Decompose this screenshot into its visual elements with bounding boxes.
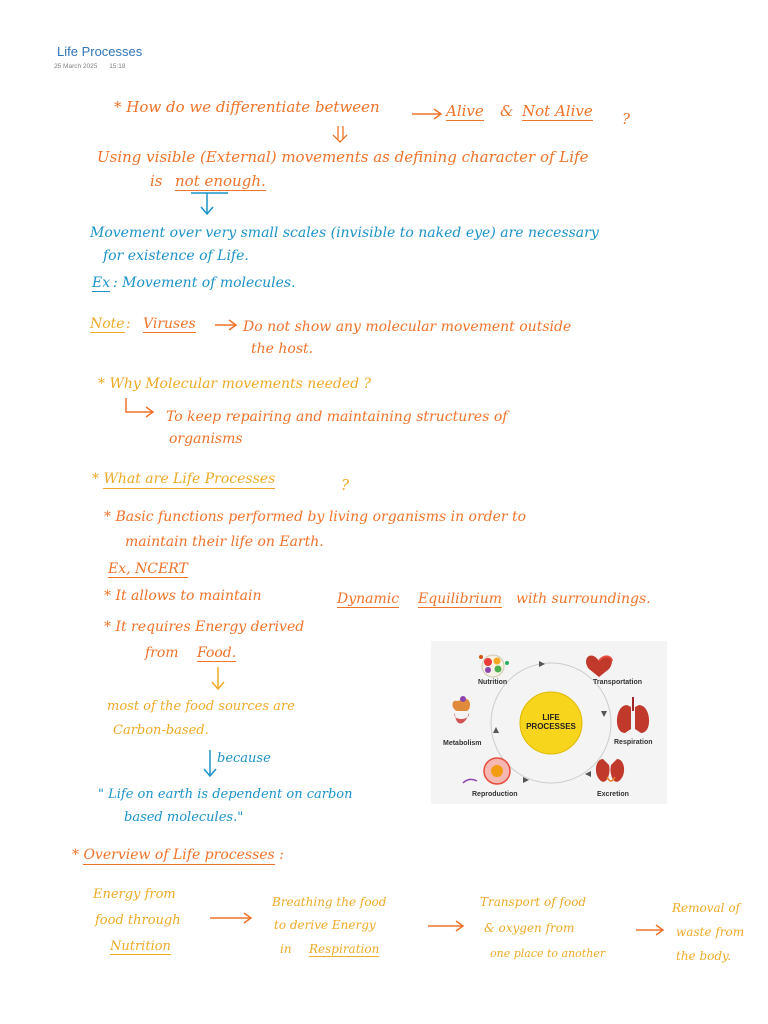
question-alive-not-alive: [114, 100, 380, 115]
label-reproduction: Reproduction: [472, 791, 518, 798]
question-molecular-movements: [98, 377, 371, 391]
step3-line1: Transport of food: [480, 895, 587, 909]
heart-icon: [586, 656, 612, 677]
kidney-icon: [596, 759, 624, 782]
note-viruses-line1: Do not show any molecular movement outside: [243, 319, 572, 335]
definition-line1: [104, 510, 526, 524]
word-because: because: [217, 751, 271, 766]
flow-arrow-icon: [210, 913, 251, 923]
page-title: Life Processes: [57, 44, 143, 59]
arrow-down-icon: [191, 193, 228, 214]
answer-line1: To keep repairing and maintaining structures of: [166, 409, 508, 425]
word-equilibrium: Equilibrium: [418, 591, 503, 607]
bullet-star: *: [104, 509, 111, 525]
step4-line1: Removal of: [672, 901, 740, 915]
label-transportation: Transportation: [593, 679, 643, 686]
diagram-center-label: LIFE PROCESSES: [526, 713, 576, 731]
bullet-star: *: [104, 588, 111, 604]
life-processes-diagram: [431, 641, 667, 804]
ampersand: &: [500, 102, 514, 120]
flow-arrow-icon: [636, 925, 663, 935]
note-colon: :: [126, 316, 131, 332]
word-from: from: [145, 645, 179, 661]
ring-arrow-icon: [493, 727, 499, 733]
question-life-processes: [92, 472, 275, 486]
arrow-right-icon: [215, 320, 236, 330]
note-is: is: [150, 172, 163, 190]
note-existence-of-life: for existence of Life.: [103, 248, 249, 264]
nutrition-icon: [479, 655, 509, 677]
example-ncert: Ex, NCERT: [108, 561, 188, 577]
question-text: Why Molecular movements needed ?: [109, 376, 372, 392]
arrow-down-icon: [204, 750, 216, 776]
carbon-line2: Carbon-based.: [113, 723, 209, 738]
question-text: How do we differentiate between: [126, 98, 380, 116]
overview-heading: [72, 848, 284, 862]
word-dynamic: Dynamic: [337, 591, 400, 607]
step4-line2: waste from: [676, 925, 745, 939]
step2-in: in: [280, 942, 292, 956]
question-mark: ?: [341, 476, 350, 494]
example-label: Ex: [92, 275, 111, 291]
step1-line1: Energy from: [93, 887, 176, 902]
ring-arrow-icon: [539, 661, 545, 667]
bullet-text: It requires Energy derived: [115, 619, 305, 635]
carbon-quote-line1: " Life on earth is dependent on carbon: [98, 787, 353, 802]
step1-nutrition: Nutrition: [110, 939, 171, 954]
note-label: Note: [90, 316, 125, 332]
step3-line3: one place to another: [490, 947, 606, 960]
label-excretion: Excretion: [597, 791, 629, 798]
step3-line2: & oxygen from: [484, 921, 575, 935]
hook-arrow-icon: [126, 398, 153, 417]
bullet-star: *: [98, 376, 105, 392]
page-date: 25 March 2025: [54, 63, 98, 70]
label-nutrition: Nutrition: [478, 679, 508, 686]
arrow-down-icon: [212, 667, 224, 689]
note-viruses-line2: the host.: [251, 341, 314, 357]
note-visible-movement: Using visible (External) movements as defining character of Life: [97, 148, 589, 166]
lungs-icon: [617, 697, 649, 733]
word-viruses: Viruses: [143, 316, 196, 332]
carbon-line1: most of the food sources are: [107, 699, 295, 714]
answer-line2: organisms: [169, 431, 243, 447]
bullet-energy: [104, 620, 304, 634]
question-mark: ?: [622, 110, 631, 128]
step2-line1: Breathing the food: [272, 895, 387, 909]
flow-arrow-icon: [428, 921, 463, 931]
definition-line2: maintain their life on Earth.: [125, 534, 324, 550]
overview-colon: :: [279, 847, 284, 863]
digestive-icon: [453, 696, 471, 724]
overview-title: Overview of Life processes: [83, 847, 275, 863]
label-metabolism: Metabolism: [443, 740, 482, 747]
example-molecules: : Movement of molecules.: [113, 275, 296, 291]
bullet-dynamic-equilibrium: [104, 589, 262, 603]
word-not-alive: Not Alive: [522, 102, 593, 120]
word-food: Food.: [197, 645, 237, 661]
double-arrow-down-icon: [333, 126, 347, 142]
step1-line2: food through: [95, 913, 181, 928]
definition-text: Basic functions performed by living organisms in order to: [115, 509, 527, 525]
ring-arrow-icon: [601, 711, 607, 717]
with-surroundings: with surroundings.: [516, 591, 651, 607]
note-not-enough: not enough.: [175, 172, 266, 190]
bullet-text: It allows to maintain: [115, 588, 262, 604]
arrow-right-icon: [412, 109, 441, 119]
step2-line2: to derive Energy: [274, 918, 376, 932]
page-time: 15:18: [109, 63, 126, 70]
cell-icon: [463, 758, 510, 784]
carbon-quote-line2: based molecules.": [124, 810, 244, 825]
note-small-scale-movement: Movement over very small scales (invisible to naked eye) are necessary: [90, 225, 599, 241]
step2-respiration: Respiration: [309, 942, 380, 956]
question-text: What are Life Processes: [103, 471, 276, 487]
label-respiration: Respiration: [614, 739, 653, 746]
bullet-star: *: [92, 471, 99, 487]
word-alive: Alive: [446, 102, 484, 120]
bullet-star: *: [72, 847, 79, 863]
bullet-star: *: [104, 619, 111, 635]
step4-line3: the body.: [676, 949, 732, 963]
bullet-star: *: [114, 98, 122, 116]
